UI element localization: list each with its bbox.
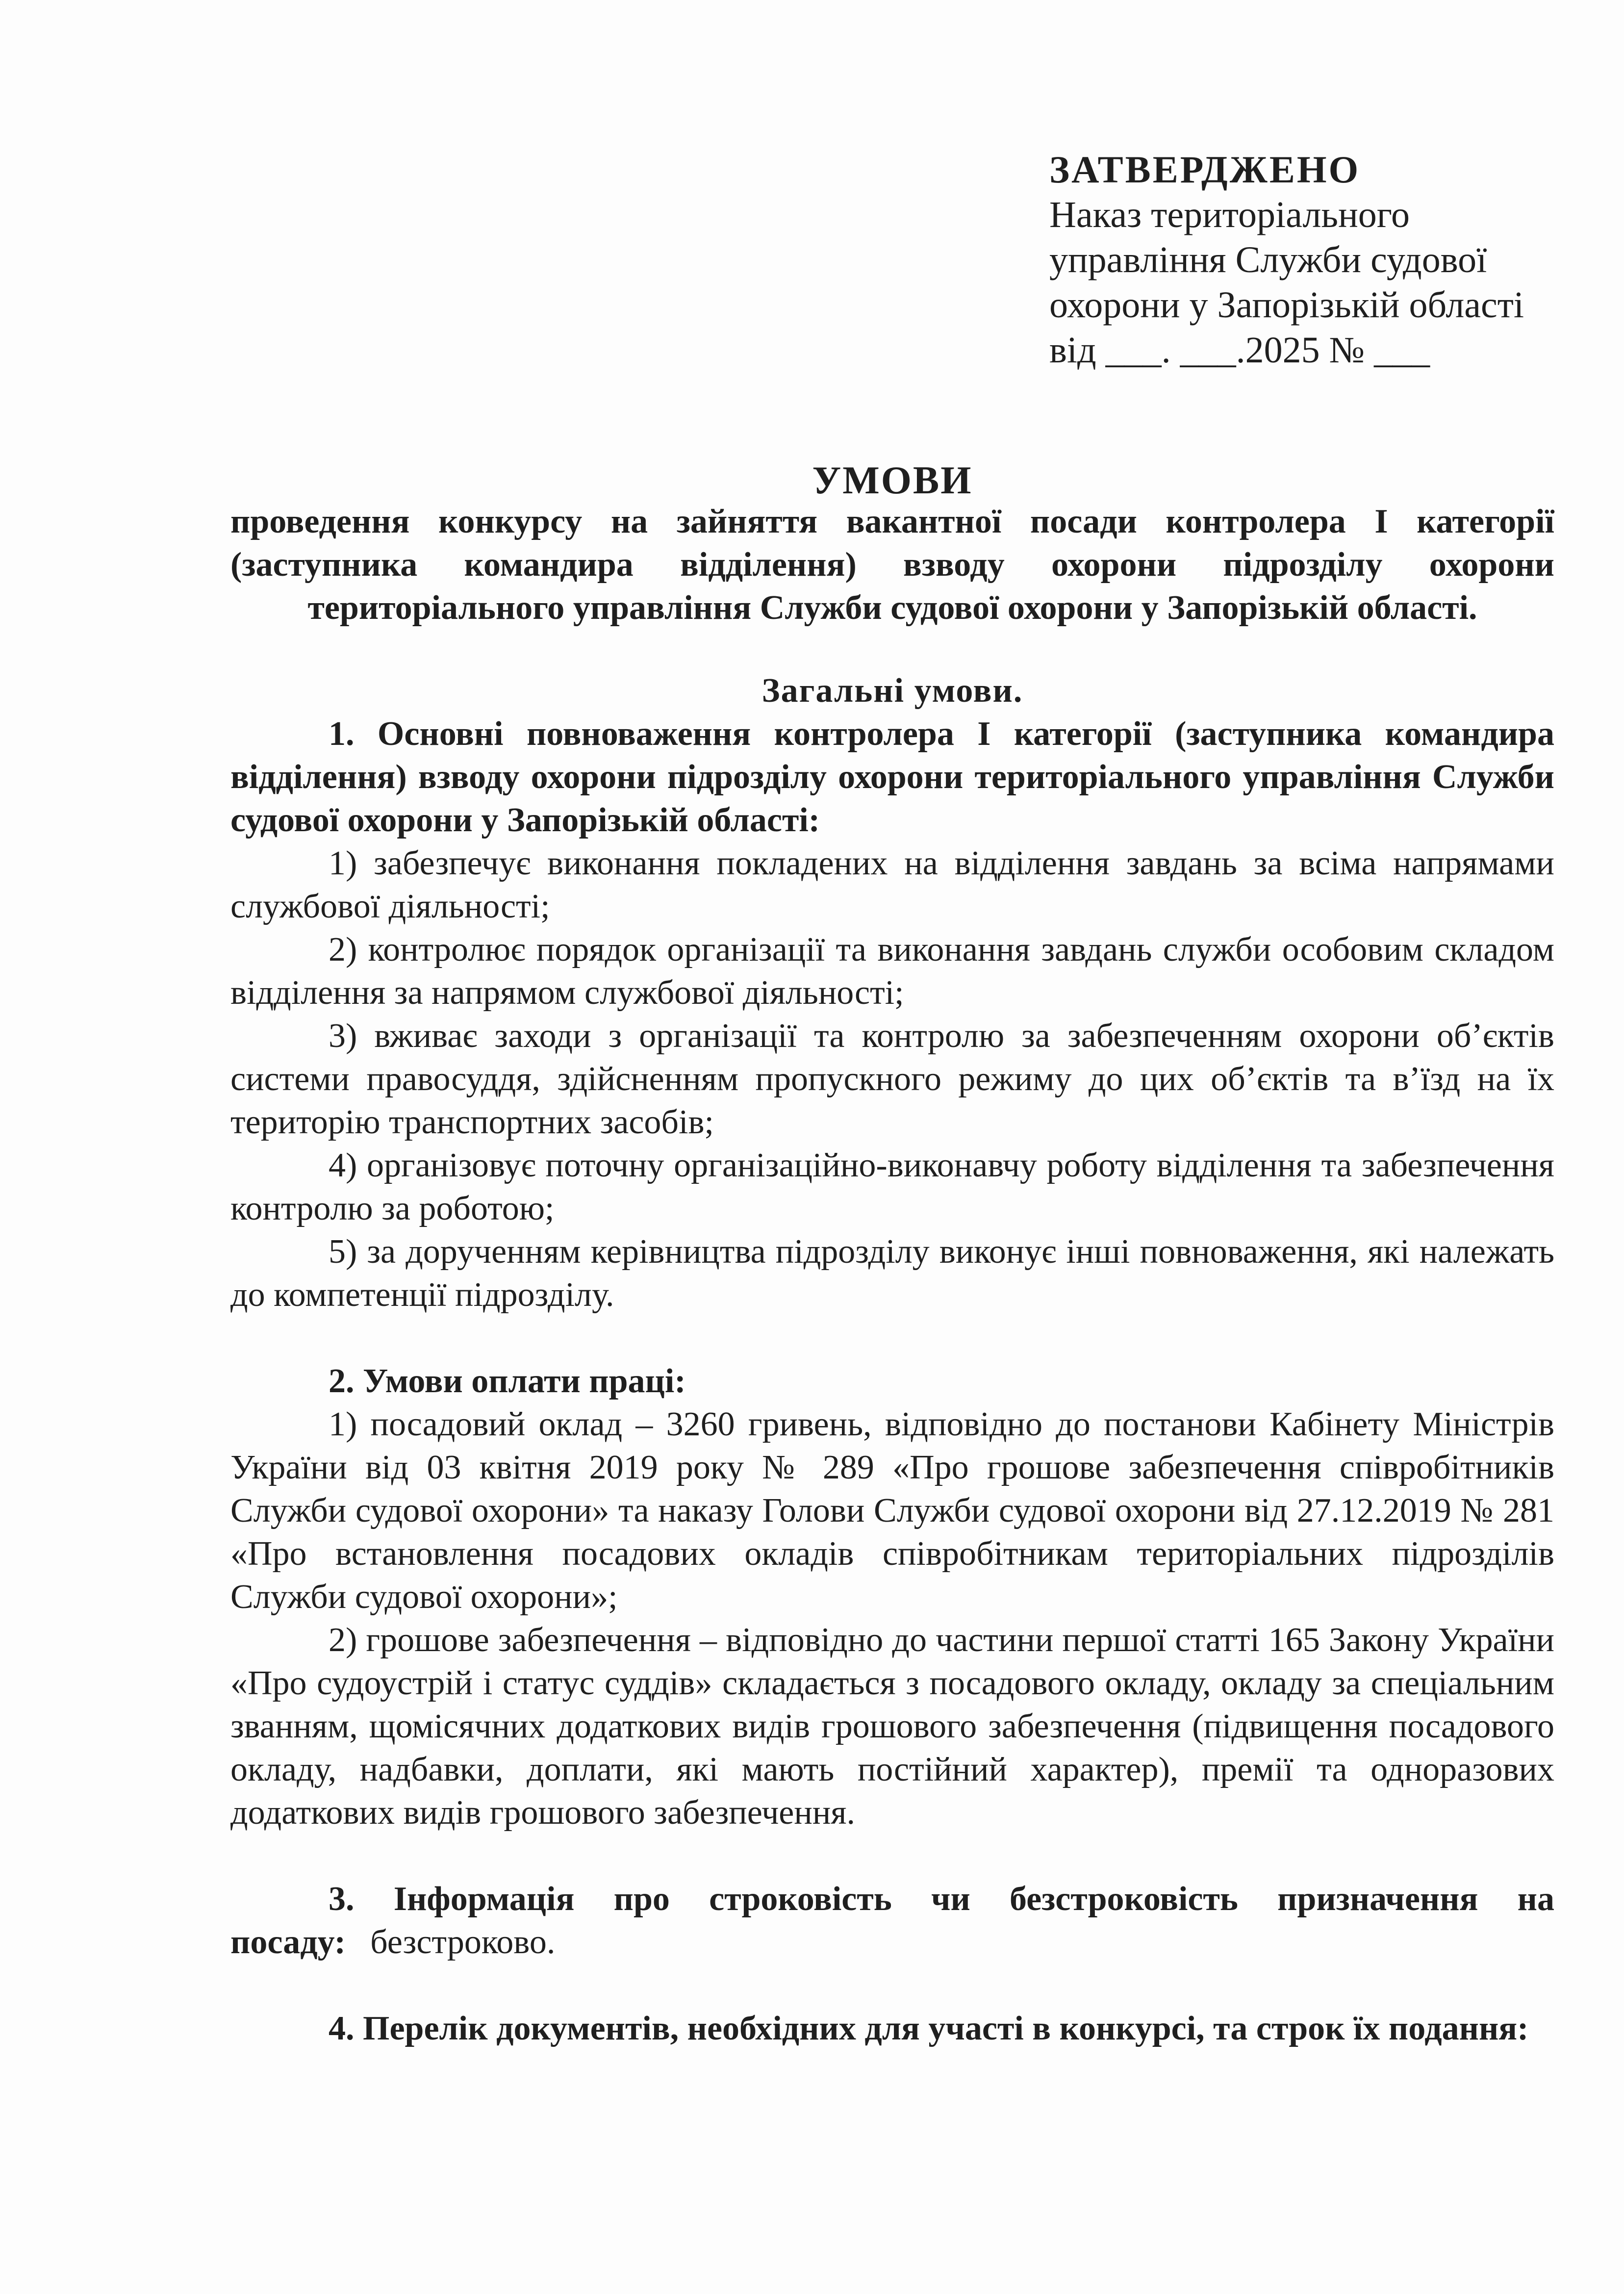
approval-title: ЗАТВЕРДЖЕНО <box>1049 148 1361 191</box>
section-3-heading: 3. Інформація про строковість чи безстроковість призначення на посаду: <box>230 1880 1554 1961</box>
section-3-value: безстроково. <box>370 1923 556 1961</box>
approval-line-4: від ___. ___.2025 № ___ <box>1049 330 1430 371</box>
section-2-heading: 2. Умови оплати праці: <box>329 1362 686 1400</box>
approval-line-1: Наказ територіального <box>1049 194 1410 235</box>
section-1-item-2: 2) контролює порядок організації та виконання завдань служби особовим складом відділення за напрямом службової діяльності; <box>230 931 1554 1012</box>
spacer <box>230 1835 1554 1878</box>
general-conditions-heading: Загальні умови. <box>761 672 1023 710</box>
approval-line-2: управління Служби судової <box>1049 239 1487 280</box>
spacer <box>230 1964 1554 2007</box>
section-1-heading: 1. Основні повноваження контролера І категорії (заступника командира відділення) взводу охорони підрозділу охорони територіального управління Служби судової охорони у Запорізькій області: <box>230 715 1554 839</box>
section-1-item-3: 3) вживає заходи з організації та контролю за забезпеченням охорони об’єктів системи правосуддя, здійсненням пропускного режиму до цих об’єктів та в’їзд на їх територію транспортних засобів; <box>230 1017 1554 1141</box>
document-body <box>230 669 1554 2050</box>
document-title: УМОВИ <box>812 459 973 502</box>
section-4-heading: 4. Перелік документів, необхідних для участі в конкурсі, та строк їх подання: <box>329 2010 1529 2047</box>
section-1-item-4: 4) організовує поточну організаційно-виконавчу роботу відділення та забезпечення контролю за роботою; <box>230 1147 1554 1227</box>
section-1-item-1: 1) забезпечує виконання покладених на відділення завдань за всіма напрямами службової діяльності; <box>230 844 1554 925</box>
approval-block <box>1049 147 1589 373</box>
spacer <box>230 1317 1554 1360</box>
section-2-item-2: 2) грошове забезпечення – відповідно до частини першої статті 165 Закону України «Про судоустрій і статус суддів» складається з посадового окладу, окладу за спеціальним званням, щомісячних додаткових видів грошового забезпечення (підвищення посадового окладу, надбавки, доплати, які мають постійний характер), премії та одноразових додаткових видів грошового забезпечення. <box>230 1621 1554 1832</box>
document-subtitle: проведення конкурсу на зайняття вакантної посади контролера І категорії (заступника командира відділення) взводу охорони підрозділу охорони територіального управління Служби судової охорони у Запорізькій області. <box>230 503 1554 627</box>
section-2-item-1: 1) посадовий оклад – 3260 гривень, відповідно до постанови Кабінету Міністрів України від 03 квітня 2019 року № 289 «Про грошове забезпечення співробітників Служби судової охорони» та наказу Голови Служби судової охорони від 27.12.2019 № 281 «Про встановлення посадових окладів співробітникам територіальних підрозділів Служби судової охорони»; <box>230 1405 1554 1616</box>
section-1-item-5: 5) за дорученням керівництва підрозділу виконує інші повноваження, які належать до компетенції підрозділу. <box>230 1233 1554 1314</box>
approval-line-3: охорони у Запорізькій області <box>1049 284 1524 326</box>
section-3-paragraph <box>230 1878 1554 1964</box>
